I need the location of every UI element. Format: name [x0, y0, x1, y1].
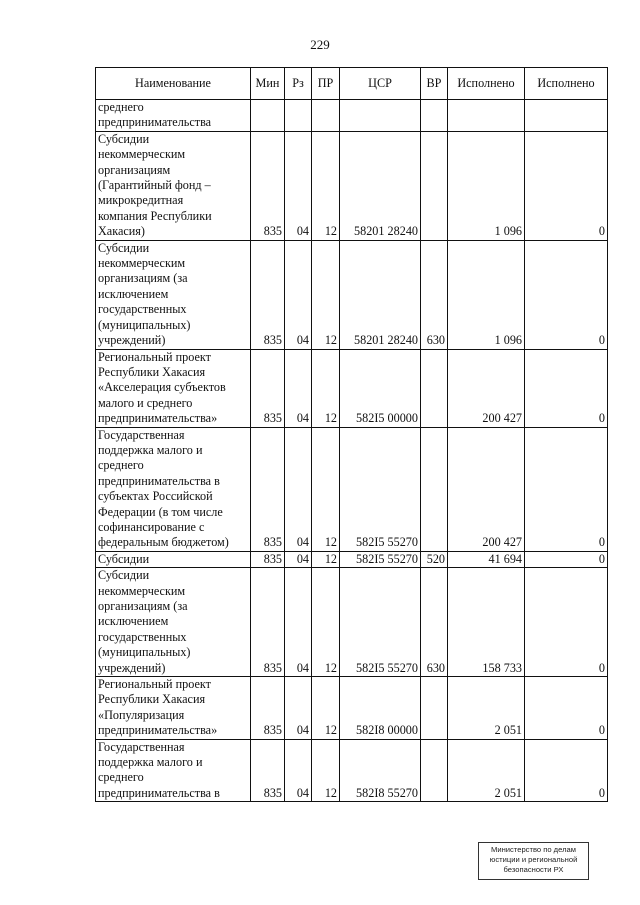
registration-stamp [478, 842, 589, 880]
cell-executed-2: 0 [525, 551, 608, 567]
stamp-line: безопасности РХ [503, 865, 564, 874]
cell-pr: 12 [312, 739, 340, 802]
cell-rz: 04 [285, 427, 312, 551]
cell-executed-1: 41 694 [448, 551, 525, 567]
column-header-done-2: Исполнено [525, 68, 608, 100]
cell-vr [421, 677, 448, 740]
column-header-pr: ПР [312, 68, 340, 100]
stamp-line: юстиции и региональной [489, 855, 578, 864]
cell-rz: 04 [285, 240, 312, 349]
cell-csr [340, 100, 421, 132]
cell-executed-1: 1 096 [448, 240, 525, 349]
cell-name: среднего предпринимательства [96, 100, 251, 132]
cell-executed-1 [448, 100, 525, 132]
column-header-done-1: Исполнено [448, 68, 525, 100]
cell-min: 835 [251, 240, 285, 349]
budget-table [95, 67, 608, 802]
cell-csr: 582I8 00000 [340, 677, 421, 740]
cell-min: 835 [251, 568, 285, 677]
page-number: 229 [310, 37, 330, 52]
cell-name: Региональный проект Республики Хакасия «Акселерация субъектов малого и среднего предпринимательства» [96, 349, 251, 427]
cell-executed-2: 0 [525, 131, 608, 240]
cell-name: Государственная поддержка малого и среднего предпринимательства в [96, 739, 251, 802]
cell-vr [421, 100, 448, 132]
cell-executed-2: 0 [525, 349, 608, 427]
cell-executed-1: 2 051 [448, 739, 525, 802]
cell-csr: 582I5 00000 [340, 349, 421, 427]
table-row [96, 551, 608, 567]
cell-executed-2: 0 [525, 677, 608, 740]
cell-pr: 12 [312, 427, 340, 551]
cell-csr: 582I5 55270 [340, 551, 421, 567]
cell-name: Субсидии некоммерческим организациям (Гарантийный фонд – микрокредитная компания Республики Хакасия) [96, 131, 251, 240]
cell-executed-2 [525, 100, 608, 132]
table-row [96, 240, 608, 349]
cell-csr: 582I8 55270 [340, 739, 421, 802]
cell-executed-2: 0 [525, 568, 608, 677]
cell-rz: 04 [285, 131, 312, 240]
cell-executed-2: 0 [525, 427, 608, 551]
column-header-vr: ВР [421, 68, 448, 100]
cell-rz: 04 [285, 568, 312, 677]
column-header-csr: ЦСР [340, 68, 421, 100]
cell-executed-1: 158 733 [448, 568, 525, 677]
cell-pr: 12 [312, 568, 340, 677]
cell-min: 835 [251, 427, 285, 551]
cell-min: 835 [251, 131, 285, 240]
cell-rz [285, 100, 312, 132]
cell-rz: 04 [285, 551, 312, 567]
cell-name: Субсидии некоммерческим организациям (за исключением государственных (муниципальных) учреждений) [96, 240, 251, 349]
cell-rz: 04 [285, 349, 312, 427]
cell-csr: 58201 28240 [340, 240, 421, 349]
cell-pr: 12 [312, 677, 340, 740]
cell-csr: 582I5 55270 [340, 427, 421, 551]
cell-min [251, 100, 285, 132]
cell-pr: 12 [312, 551, 340, 567]
cell-vr: 520 [421, 551, 448, 567]
cell-executed-1: 2 051 [448, 677, 525, 740]
cell-vr [421, 131, 448, 240]
cell-name: Региональный проект Республики Хакасия «Популяризация предпринимательства» [96, 677, 251, 740]
table-row [96, 349, 608, 427]
cell-name: Субсидии некоммерческим организациям (за исключением государственных (муниципальных) учреждений) [96, 568, 251, 677]
table-row [96, 427, 608, 551]
cell-vr [421, 427, 448, 551]
cell-name: Субсидии [96, 551, 251, 567]
cell-vr [421, 739, 448, 802]
cell-min: 835 [251, 349, 285, 427]
cell-csr: 582I5 55270 [340, 568, 421, 677]
cell-min: 835 [251, 677, 285, 740]
cell-vr [421, 349, 448, 427]
cell-csr: 58201 28240 [340, 131, 421, 240]
column-header-min: Мин [251, 68, 285, 100]
cell-pr: 12 [312, 349, 340, 427]
table-row [96, 131, 608, 240]
table-body [96, 100, 608, 802]
stamp-line: Министерство по делам [491, 845, 576, 854]
table-row [96, 568, 608, 677]
cell-rz: 04 [285, 739, 312, 802]
table-row [96, 100, 608, 132]
cell-executed-1: 200 427 [448, 427, 525, 551]
cell-executed-2: 0 [525, 739, 608, 802]
column-header-rz: Рз [285, 68, 312, 100]
cell-rz: 04 [285, 677, 312, 740]
cell-pr: 12 [312, 131, 340, 240]
cell-vr: 630 [421, 240, 448, 349]
cell-name: Государственная поддержка малого и среднего предпринимательства в субъектах Российской Федерации (в том числе софинансирование с федеральным бюджетом) [96, 427, 251, 551]
cell-min: 835 [251, 739, 285, 802]
table-row [96, 739, 608, 802]
cell-executed-2: 0 [525, 240, 608, 349]
cell-min: 835 [251, 551, 285, 567]
cell-pr: 12 [312, 240, 340, 349]
column-header-name: Наименование [96, 68, 251, 100]
table-header-row [96, 68, 608, 100]
table-row [96, 677, 608, 740]
cell-executed-1: 1 096 [448, 131, 525, 240]
cell-pr [312, 100, 340, 132]
cell-executed-1: 200 427 [448, 349, 525, 427]
cell-vr: 630 [421, 568, 448, 677]
